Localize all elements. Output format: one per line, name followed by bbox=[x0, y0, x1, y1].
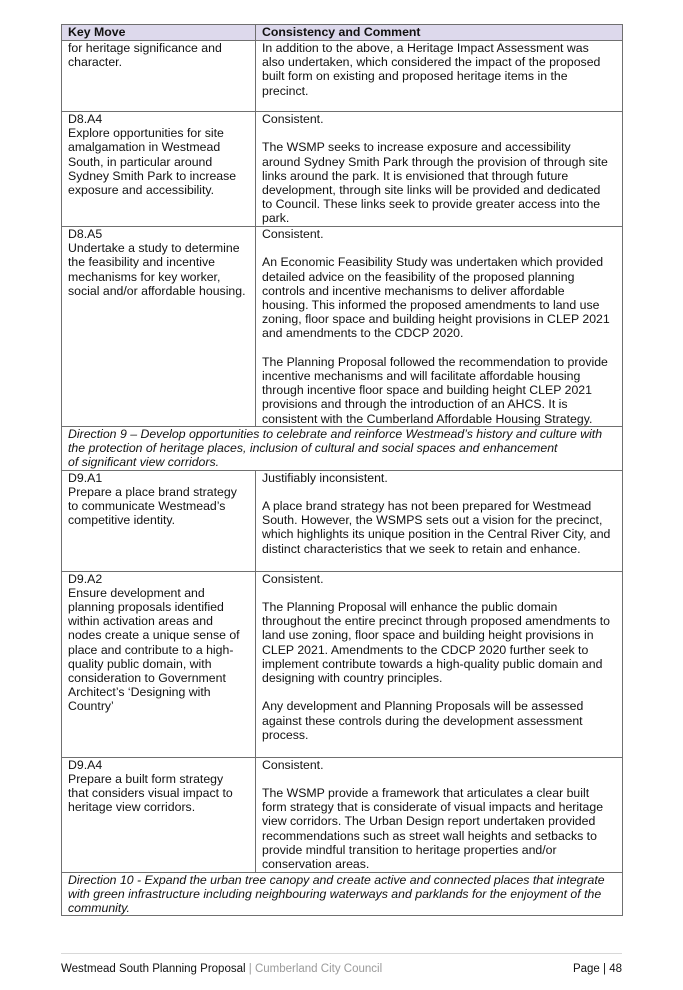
table-row bbox=[62, 227, 623, 427]
key-move-cell: for heritage significance and character. bbox=[62, 41, 256, 112]
comment-cell: Consistent. The WSMP seeks to increase exposure and accessibility around Sydney Smith Park through the provision of through site links around the park. It is envisioned that through future development, through site links will be provided and dedicated to Council. These links seek to provide greater access into the park. bbox=[256, 112, 623, 227]
comment-cell: Justifiably inconsistent. A place brand strategy has not been prepared for Westmead South. However, the WSMPS sets out a vision for the precinct, which highlights its unique position in the Central River City, and distinct characteristics that we seek to retain and enhance. bbox=[256, 470, 623, 571]
footer-divider bbox=[61, 953, 622, 954]
page-footer bbox=[61, 961, 622, 977]
direction-heading: Direction 9 – Develop opportunities to celebrate and reinforce Westmead’s history and culture with the protection of heritage places, inclusion of cultural and social spaces and enhancement of significant view corridors. bbox=[62, 427, 623, 471]
key-move-cell: D8.A5 Undertake a study to determine the feasibility and incentive mechanisms for key worker, social and/or affordable housing. bbox=[62, 227, 256, 427]
direction-row bbox=[62, 872, 623, 916]
comment-cell: Consistent. An Economic Feasibility Study was undertaken which provided detailed advice on the feasibility of the proposed planning controls and incentive mechanisms to deliver affordable housing. This informed the proposed amendments to land use zoning, floor space and building height provisions in CLEP 2021 and amendments to the CDCP 2020. The Planning Proposal followed the recommendation to provide incentive mechanisms and will facilitate affordable housing through incentive floor space and building height CLEP 2021 provisions and through the introduction of an AHCS. It is consistent with the Cumberland Affordable Housing Strategy. bbox=[256, 227, 623, 427]
table-row bbox=[62, 470, 623, 571]
direction-row bbox=[62, 427, 623, 471]
table-row bbox=[62, 571, 623, 757]
comment-cell: Consistent. The WSMP provide a framework that articulates a clear built form strategy that is considerate of visual impacts and heritage view corridors. The Urban Design report undertaken provided recommendations such as street wall heights and setbacks to provide mindful transition to heritage properties and/or conservation areas. bbox=[256, 757, 623, 872]
column-header-key-move: Key Move bbox=[62, 25, 256, 41]
key-move-cell: D9.A1 Prepare a place brand strategy to communicate Westmead’s competitive identity. bbox=[62, 470, 256, 571]
page-number: Page | 48 bbox=[572, 963, 622, 975]
key-move-cell: D9.A4 Prepare a built form strategy that considers visual impact to heritage view corridors. bbox=[62, 757, 256, 872]
consistency-table bbox=[61, 24, 623, 916]
comment-cell: Consistent. The Planning Proposal will enhance the public domain throughout the entire precinct through proposed amendments to land use zoning, floor space and building height provisions in CLEP 2021. Amendments to the CDCP 2020 further seek to implement contribute towards a high-quality public domain and designing with country principles. Any development and Planning Proposals will be assessed against these controls during the development assessment process. bbox=[256, 571, 623, 757]
table-header-row bbox=[62, 25, 623, 41]
table-row bbox=[62, 112, 623, 227]
comment-cell: In addition to the above, a Heritage Impact Assessment was also undertaken, which considered the impact of the proposed built form on existing and proposed heritage items in the precinct. bbox=[256, 41, 623, 112]
footer-council-name: Cumberland City Council bbox=[254, 963, 383, 975]
key-move-cell: D8.A4 Explore opportunities for site amalgamation in Westmead South, in particular around Sydney Smith Park to increase exposure and accessibility. bbox=[62, 112, 256, 227]
table-row bbox=[62, 757, 623, 872]
footer-document-title: Westmead South Planning Proposal bbox=[61, 963, 246, 975]
column-header-consistency-comment: Consistency and Comment bbox=[256, 25, 623, 41]
footer-separator: | bbox=[245, 963, 255, 975]
direction-heading: Direction 10 - Expand the urban tree canopy and create active and connected places that integrate with green infrastructure including neighbouring waterways and parklands for the enjoyment of the community. bbox=[62, 872, 623, 916]
key-move-cell: D9.A2 Ensure development and planning proposals identified within activation areas and nodes create a unique sense of place and contribute to a high- quality public domain, with consideration to Government Architect’s ‘Designing with Country’ bbox=[62, 571, 256, 757]
table-row bbox=[62, 41, 623, 112]
footer-left bbox=[61, 961, 382, 977]
